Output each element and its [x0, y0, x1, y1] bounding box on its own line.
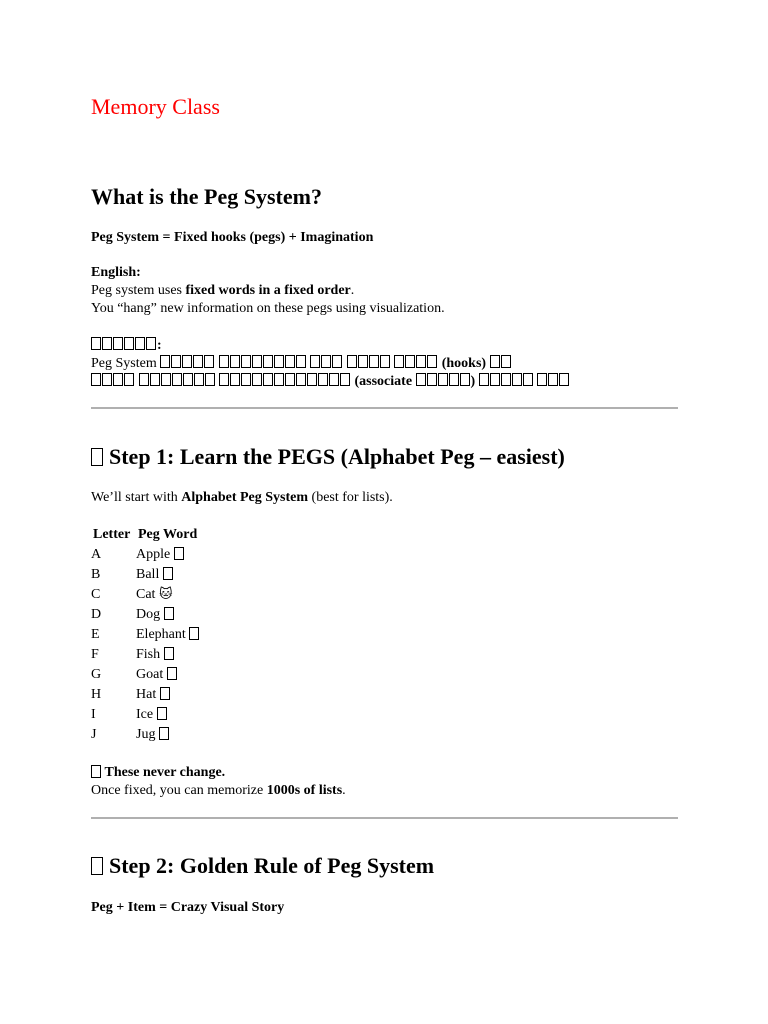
- english-line-1-pre: Peg system uses: [91, 283, 186, 298]
- native-line-1: [91, 355, 512, 373]
- note2-pre: Once fixed, you can memorize: [91, 783, 267, 798]
- step-2-heading-text: Step 2: Golden Rule of Peg System: [109, 853, 435, 878]
- peg-word-cell: [136, 625, 199, 645]
- peg-word-cell: [136, 725, 199, 745]
- table-row: [91, 585, 199, 605]
- english-line-1-post: .: [350, 283, 355, 298]
- golden-rule-text: Peg + Item = Crazy Visual Story: [91, 900, 285, 915]
- peg-word: Cat: [136, 587, 156, 602]
- letter-cell: B: [91, 567, 101, 582]
- letter-cell: I: [91, 707, 96, 722]
- native-peg-label: Peg System: [91, 356, 157, 371]
- english-line-1-bold: fixed words in a fixed order: [185, 283, 351, 298]
- letter-cell: H: [91, 687, 102, 702]
- native-language-label: :: [91, 337, 162, 355]
- english-line-1: [91, 282, 354, 300]
- native-close-paren: ): [470, 374, 476, 389]
- english-label-text: English:: [91, 265, 141, 280]
- intro-pre: We’ll start with: [91, 490, 182, 505]
- ball-icon: [163, 567, 173, 580]
- peg-word: Apple: [136, 547, 171, 562]
- apple-icon: [174, 547, 184, 560]
- table-header-peg-word: Peg Word: [138, 527, 198, 542]
- hat-icon: [160, 687, 170, 700]
- peg-word: Hat: [136, 687, 157, 702]
- peg-formula: [91, 229, 373, 247]
- table-row: [91, 645, 199, 665]
- table-row: [91, 665, 199, 685]
- section-heading-peg-system: What is the Peg System?: [91, 184, 322, 209]
- letter-cell: F: [91, 647, 99, 662]
- table-row: [91, 605, 199, 625]
- table-row: [91, 625, 199, 645]
- ice-icon: [157, 707, 167, 720]
- section-divider: [91, 817, 678, 819]
- section-heading-step-2: [91, 853, 434, 879]
- letter-cell: E: [91, 627, 100, 642]
- note-never-change: [91, 764, 225, 782]
- table-row: [91, 545, 199, 565]
- letter-cell: G: [91, 667, 102, 682]
- letter-cell: A: [91, 547, 102, 562]
- note2-bold: 1000s of lists: [266, 783, 343, 798]
- step-1-intro: [91, 489, 393, 507]
- intro-bold: Alphabet Peg System: [181, 490, 309, 505]
- table-row: [91, 565, 199, 585]
- native-hooks: (hooks): [441, 356, 487, 371]
- peg-word: Goat: [136, 667, 164, 682]
- table-header-letter: Letter: [93, 527, 131, 542]
- peg-word: Dog: [136, 607, 161, 622]
- peg-word: Elephant: [136, 627, 186, 642]
- golden-rule-formula: [91, 899, 284, 917]
- section-divider: [91, 407, 678, 409]
- peg-word-cell: [136, 545, 199, 565]
- fish-icon: [164, 647, 174, 660]
- peg-word-cell: [136, 665, 199, 685]
- emoji-placeholder-icon: [91, 857, 103, 875]
- goat-icon: [167, 667, 177, 680]
- letter-cell: C: [91, 587, 101, 602]
- note-bold: These never change.: [104, 765, 226, 780]
- peg-word-cell: [136, 705, 199, 725]
- elephant-icon: [189, 627, 199, 640]
- letter-cell: J: [91, 727, 97, 742]
- peg-word-cell: [136, 565, 199, 585]
- section-heading-step-1: [91, 444, 565, 470]
- dog-icon: [164, 607, 174, 620]
- peg-table-header-row: [91, 525, 199, 545]
- english-label: [91, 264, 141, 282]
- cat-icon: 🐱: [158, 587, 173, 602]
- peg-table: [91, 525, 199, 745]
- intro-post: (best for lists).: [308, 490, 393, 505]
- table-row: [91, 685, 199, 705]
- note-memorize: [91, 782, 346, 800]
- peg-word: Ball: [136, 567, 160, 582]
- peg-word-cell: [136, 685, 199, 705]
- peg-word-cell: [136, 645, 199, 665]
- letter-cell: D: [91, 607, 102, 622]
- peg-word: Jug: [136, 727, 156, 742]
- peg-word-cell: [136, 585, 199, 605]
- note2-post: .: [342, 783, 346, 798]
- step-1-heading-text: Step 1: Learn the PEGS (Alphabet Peg – easiest): [109, 444, 565, 469]
- peg-word-cell: [136, 605, 199, 625]
- native-associate: (associate: [354, 374, 413, 389]
- peg-word: Fish: [136, 647, 161, 662]
- document-title: Memory Class: [91, 94, 220, 119]
- english-line-2: You “hang” new information on these pegs using visualization.: [91, 301, 445, 316]
- emoji-placeholder-icon: [91, 448, 103, 466]
- jug-icon: [159, 727, 169, 740]
- native-line-2: [91, 373, 570, 391]
- peg-formula-text: Peg System = Fixed hooks (pegs) + Imagination: [91, 230, 374, 245]
- emoji-placeholder-icon: [91, 765, 101, 778]
- table-row: [91, 705, 199, 725]
- table-row: [91, 725, 199, 745]
- peg-word: Ice: [136, 707, 154, 722]
